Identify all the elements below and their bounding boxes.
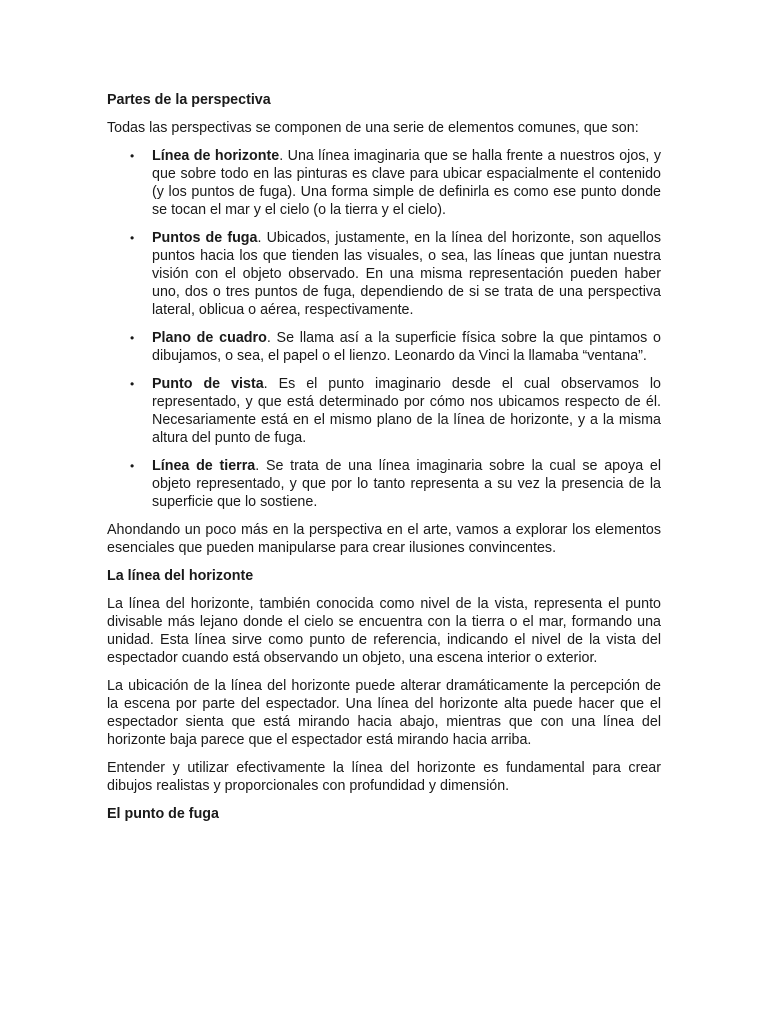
bullet-icon: •: [130, 149, 135, 163]
list-item: [130, 329, 661, 365]
bullet-icon: •: [130, 231, 135, 245]
section-heading-partes: Partes de la perspectiva: [107, 92, 271, 108]
list-item: [130, 457, 662, 511]
section-heading-punto-fuga: El punto de fuga: [107, 806, 219, 822]
list-item-text: . Se llama así a la superficie física sobre la que pintamos o dibujamos, o sea, el papel o el lienzo. Leonardo da Vinci la llamaba “ventana”.: [152, 330, 661, 364]
bullet-icon: •: [130, 331, 135, 345]
list-item: [130, 375, 662, 447]
bullet-icon: •: [130, 459, 135, 473]
paragraph-ahondando: Ahondando un poco más en la perspectiva en el arte, vamos a explorar los elementos esenciales que pueden manipularse para crear ilusiones convincentes.: [107, 522, 661, 556]
section-heading-horizonte: La línea del horizonte: [107, 568, 254, 584]
document-page: [107, 91, 661, 833]
list-item-term: Punto de vista: [152, 376, 264, 392]
list-item: [130, 229, 661, 319]
list-item-term: Línea de tierra: [152, 458, 256, 474]
bullet-icon: •: [130, 377, 135, 391]
list-item-text: . Ubicados, justamente, en la línea del horizonte, son aquellos puntos hacia los que tienden las visuales, o sea, las líneas que juntan nuestra visión con el objeto observado. En una misma representación pueden haber uno, dos o tres puntos de fuga, dependiendo de si se trata de una perspectiva lateral, oblicua o aérea, respectivamente.: [152, 230, 661, 318]
list-item-term: Puntos de fuga: [152, 230, 258, 246]
list-item-term: Plano de cuadro: [152, 330, 267, 346]
list-item-text: . Se trata de una línea imaginaria sobre la cual se apoya el objeto representado, y que por lo tanto representa a su vez la presencia de la superficie que lo sostiene.: [152, 458, 662, 510]
elements-list: [107, 147, 661, 511]
list-item: [130, 147, 661, 219]
list-item-term: Línea de horizonte: [152, 148, 280, 164]
paragraph-horizonte-ubicacion: La ubicación de la línea del horizonte puede alterar dramáticamente la percepción de la escena por parte del espectador. Una línea del horizonte alta puede hacer que el espectador sienta que está mirando hacia abajo, mientras que con una línea del horizonte baja parece que el espectador está mirando hacia arriba.: [107, 678, 661, 748]
paragraph-horizonte-definicion: La línea del horizonte, también conocida como nivel de la vista, representa el punto divisable más lejano donde el cielo se encuentra con la tierra o el mar, formando una unidad. Esta línea sirve como punto de referencia, indicando el nivel de la vista del espectador cuando está observando un objeto, una escena interior o exterior.: [107, 596, 661, 666]
paragraph-horizonte-uso: Entender y utilizar efectivamente la línea del horizonte es fundamental para crear dibujos realistas y proporcionales con profundidad y dimensión.: [107, 760, 661, 794]
list-item-text: . Una línea imaginaria que se halla frente a nuestros ojos, y que sobre todo en las pinturas es clave para ubicar espacialmente el contenido (y los puntos de fuga). Una forma simple de definirla es como ese punto donde se tocan el mar y el cielo (o la tierra y el cielo).: [152, 148, 661, 218]
list-item-text: . Es el punto imaginario desde el cual observamos lo representado, y que está determinado por cómo nos ubicamos respecto de él. Necesariamente está en el mismo plano de la línea de horizonte, y a la misma altura del punto de fuga.: [152, 376, 662, 446]
intro-paragraph: Todas las perspectivas se componen de una serie de elementos comunes, que son:: [107, 120, 639, 136]
